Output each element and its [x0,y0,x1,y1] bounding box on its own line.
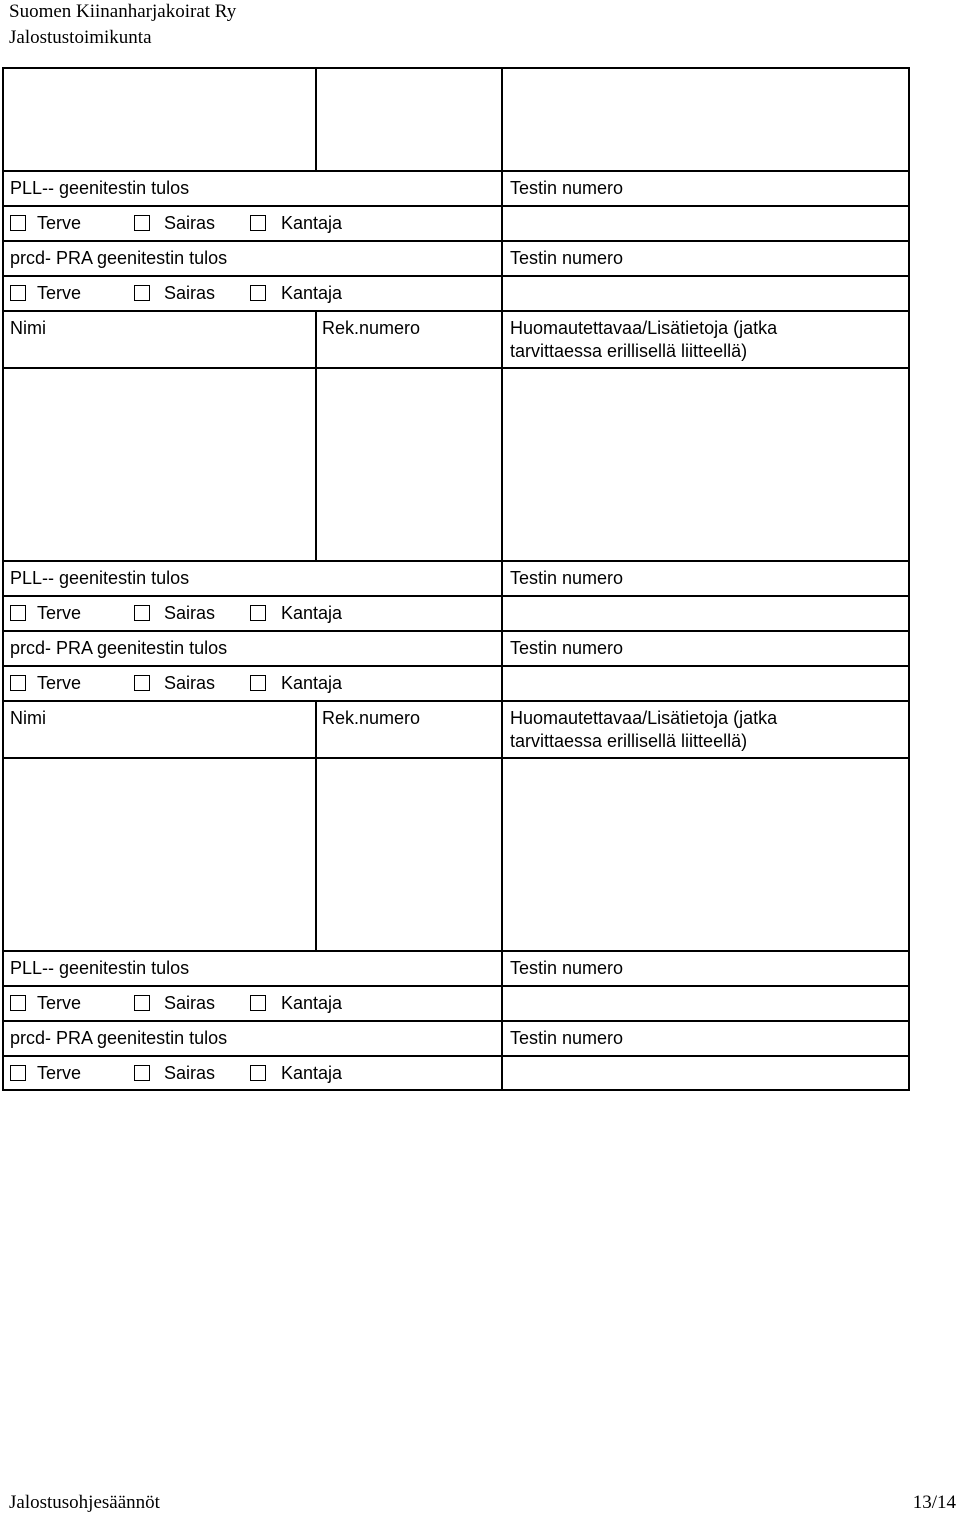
carrier-checkbox[interactable] [250,675,266,691]
reg-number-label: Rek.numero [322,318,421,338]
sick-label: Sairas [164,213,216,233]
healthy-checkbox[interactable] [10,215,26,231]
footer-document-name: Jalostusohjesäännöt [9,1492,160,1513]
prcd-result-label: prcd- PRA geenitestin tulos [10,248,228,268]
remarks-label-line1: Huomautettavaa/Lisätietoja (jatka [510,708,778,728]
healthy-checkbox[interactable] [10,1065,26,1081]
sick-label: Sairas [164,993,216,1013]
healthy-label: Terve [37,603,82,623]
sick-label: Sairas [164,1063,216,1083]
sick-label: Sairas [164,603,216,623]
healthy-checkbox[interactable] [10,285,26,301]
remarks-label-line2: tarvittaessa erillisellä liitteellä) [510,731,748,751]
healthy-label: Terve [37,993,82,1013]
pll-test-number-label: Testin numero [510,178,624,198]
sick-checkbox[interactable] [134,675,150,691]
sick-checkbox[interactable] [134,215,150,231]
carrier-label: Kantaja [281,673,343,693]
prcd-result-label: prcd- PRA geenitestin tulos [10,638,228,658]
pll-result-label: PLL-- geenitestin tulos [10,958,190,978]
carrier-checkbox[interactable] [250,995,266,1011]
carrier-label: Kantaja [281,603,343,623]
sick-checkbox[interactable] [134,605,150,621]
sick-checkbox[interactable] [134,995,150,1011]
prcd-test-number-label: Testin numero [510,1028,624,1048]
pll-result-label: PLL-- geenitestin tulos [10,568,190,588]
carrier-checkbox[interactable] [250,215,266,231]
pll-test-number-label: Testin numero [510,958,624,978]
healthy-label: Terve [37,673,82,693]
carrier-checkbox[interactable] [250,285,266,301]
sick-label: Sairas [164,283,216,303]
healthy-label: Terve [37,213,82,233]
carrier-label: Kantaja [281,213,343,233]
carrier-label: Kantaja [281,283,343,303]
remarks-label-line1: Huomautettavaa/Lisätietoja (jatka [510,318,778,338]
healthy-label: Terve [37,283,82,303]
carrier-checkbox[interactable] [250,605,266,621]
name-label: Nimi [10,708,46,728]
name-label: Nimi [10,318,46,338]
sick-label: Sairas [164,673,216,693]
pll-result-label: PLL-- geenitestin tulos [10,178,190,198]
healthy-checkbox[interactable] [10,675,26,691]
prcd-result-label: prcd- PRA geenitestin tulos [10,1028,228,1048]
healthy-label: Terve [37,1063,82,1083]
reg-number-label: Rek.numero [322,708,421,728]
carrier-label: Kantaja [281,1063,343,1083]
prcd-test-number-label: Testin numero [510,638,624,658]
carrier-checkbox[interactable] [250,1065,266,1081]
pll-test-number-label: Testin numero [510,568,624,588]
healthy-checkbox[interactable] [10,995,26,1011]
committee-name: Jalostustoimikunta [9,27,152,48]
organization-name: Suomen Kiinanharjakoirat Ry [9,1,237,22]
sick-checkbox[interactable] [134,285,150,301]
remarks-label-line2: tarvittaessa erillisellä liitteellä) [510,341,748,361]
healthy-checkbox[interactable] [10,605,26,621]
prcd-test-number-label: Testin numero [510,248,624,268]
sick-checkbox[interactable] [134,1065,150,1081]
footer-page-number: 13/14 [912,1492,956,1513]
carrier-label: Kantaja [281,993,343,1013]
